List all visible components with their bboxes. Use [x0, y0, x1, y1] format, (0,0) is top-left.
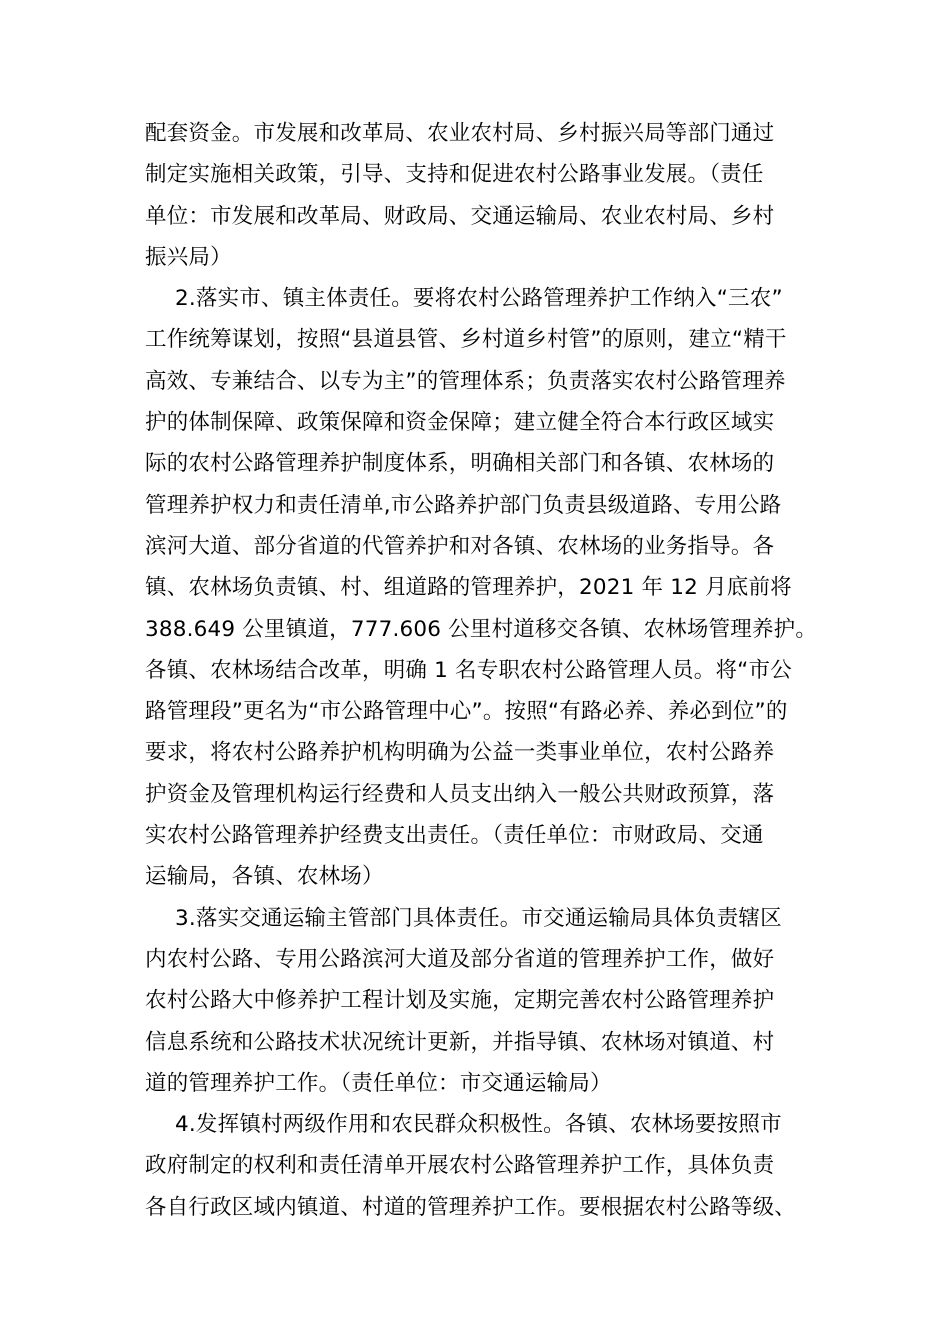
text-line: 道的管理养护工作。（责任单位：市交通运输局） — [145, 1070, 612, 1096]
text-line: 4.发挥镇村两级作用和农民群众积极性。各镇、农林场要按照市 — [175, 1112, 782, 1138]
text-line: 护的体制保障、政策保障和资金保障；建立健全符合本行政区域实 — [145, 410, 775, 436]
text-line: 振兴局） — [145, 244, 232, 270]
text-line: 工作统筹谋划，按照“县道县管、乡村道乡村管”的原则，建立“精干 — [145, 327, 787, 353]
text-line: 配套资金。市发展和改革局、农业农村局、乡村振兴局等部门通过 — [145, 121, 775, 146]
text-line: 护资金及管理机构运行经费和人员支出纳入一般公共财政预算，落 — [145, 781, 775, 807]
text-line: 滨河大道、部分省道的代管养护和对各镇、农林场的业务指导。各 — [145, 533, 775, 559]
text-line: 农村公路大中修养护工程计划及实施，定期完善农村公路管理养护 — [145, 988, 775, 1014]
text-line: 信息系统和公路技术状况统计更新，并指导镇、农林场对镇道、村 — [145, 1029, 775, 1055]
body-text — [145, 113, 835, 1228]
text-line: 际的农村公路管理养护制度体系，明确相关部门和各镇、农林场的 — [145, 451, 775, 477]
text-line: 各自行政区域内镇道、村道的管理养护工作。要根据农村公路等级、 — [145, 1194, 797, 1220]
text-line: 政府制定的权利和责任清单开展农村公路管理养护工作，具体负责 — [145, 1153, 775, 1179]
text-line: 运输局，各镇、农林场） — [145, 864, 384, 890]
text-line: 要求，将农村公路养护机构明确为公益一类事业单位，农村公路养 — [145, 740, 775, 766]
text-line: 镇、农林场负责镇、村、组道路的管理养护，2021 年 12 月底前将 — [145, 575, 792, 601]
text-line: 388.649 公里镇道，777.606 公里村道移交各镇、农林场管理养护。 — [145, 616, 818, 642]
text-line: 制定实施相关政策，引导、支持和促进农村公路事业发展。（责任 — [145, 162, 764, 188]
text-line: 高效、专兼结合、以专为主”的管理体系；负责落实农村公路管理养 — [145, 368, 786, 394]
text-line: 管理养护权力和责任清单,市公路养护部门负责县级道路、专用公路 — [145, 492, 782, 518]
text-line: 3.落实交通运输主管部门具体责任。市交通运输局具体负责辖区 — [175, 905, 782, 931]
text-line: 实农村公路管理养护经费支出责任。（责任单位：市财政局、交通 — [145, 823, 764, 849]
text-line: 2.落实市、镇主体责任。要将农村公路管理养护工作纳入“三农” — [175, 286, 783, 312]
text-line: 路管理段”更名为“市公路管理中心”。按照“有路必养、养必到位”的 — [145, 699, 788, 725]
text-line: 单位：市发展和改革局、财政局、交通运输局、农业农村局、乡村 — [145, 203, 775, 229]
text-line: 各镇、农林场结合改革，明确 1 名专职农村公路管理人员。将“市公 — [145, 657, 792, 683]
text-line: 内农村公路、专用公路滨河大道及部分省道的管理养护工作，做好 — [145, 946, 775, 972]
